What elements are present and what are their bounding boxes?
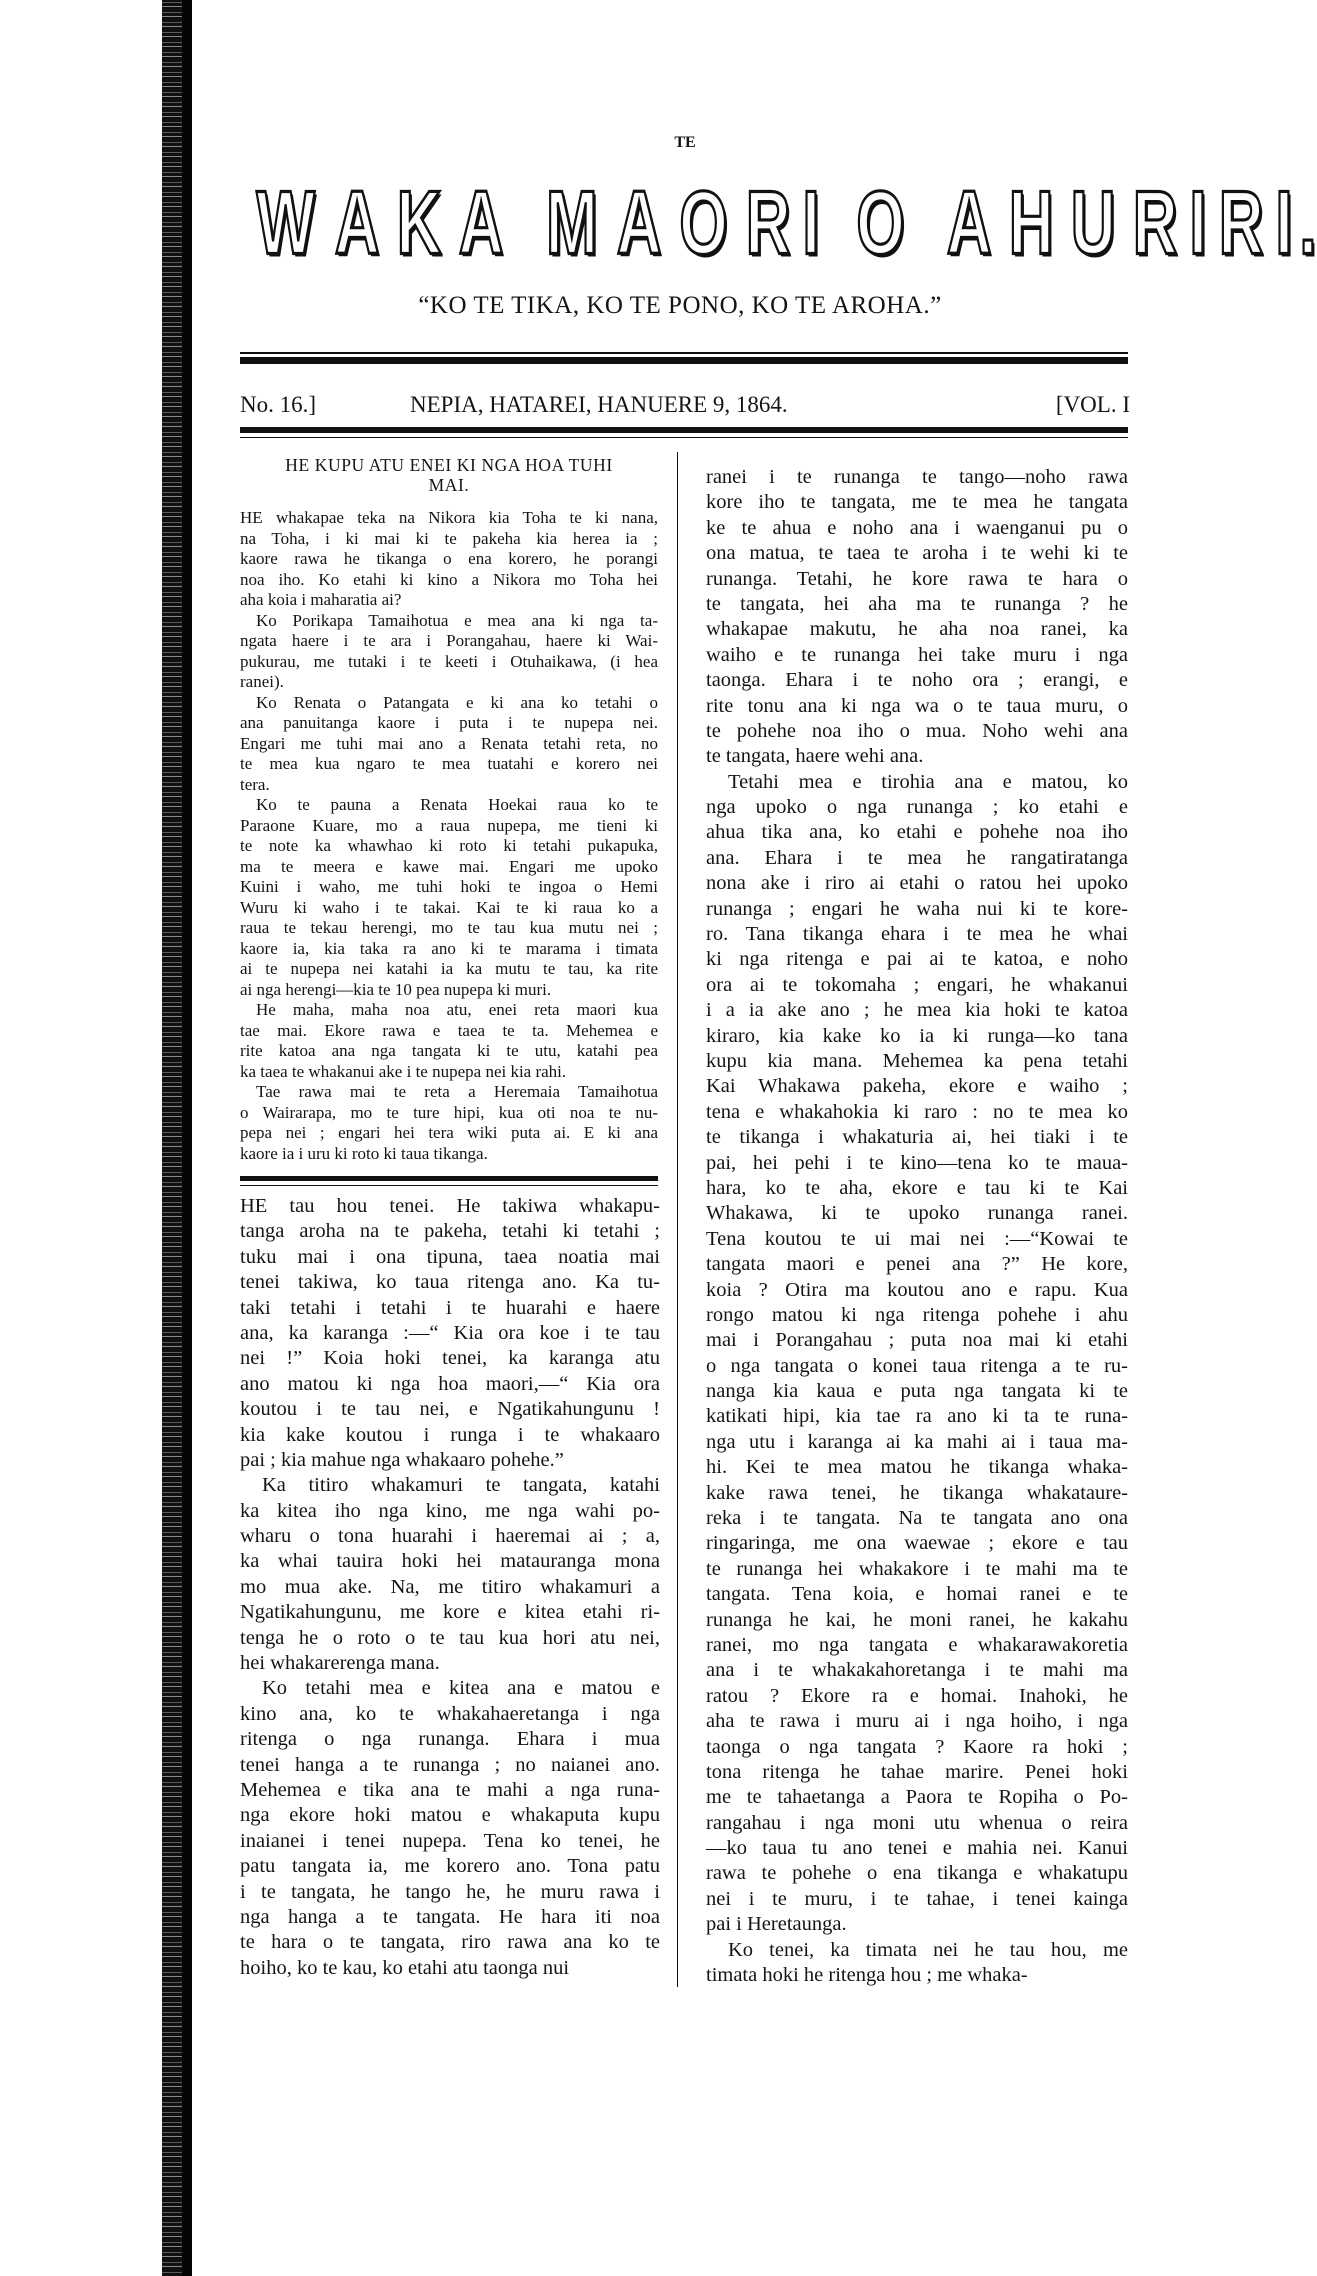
text-line: tera. (240, 774, 270, 794)
text-line: ranei). (240, 672, 284, 691)
text-line: Engari me tuhi mai ano a Renata tetahi reta, no (240, 733, 658, 753)
text-line: mo mua ake. Na, me titiro whakamuri a (240, 1575, 660, 1598)
notices-heading-line: MAI. (428, 475, 470, 495)
text-line: nona ake i riro ai etahi o ratou hei upoko (706, 872, 1128, 895)
text-line: nei i te muru, i te tahae, i tenei kainga (706, 1887, 1128, 1910)
text-line: kino ana, ko te whakahaeretanga i nga (240, 1702, 660, 1725)
text-line: noa iho. Ko etahi ki kino a Nikora mo Toha hei (240, 569, 658, 589)
text-line: mai i Porangahau ; puta noa mai ki etahi (706, 1329, 1128, 1352)
text-line: te mea kua ngaro te mea tuatahi e korero nei (240, 754, 658, 773)
text-line: runanga ; engari he waha nui ki te kore- (706, 897, 1128, 920)
text-line: rite katoa ana nga tangata ki te utu, katahi pea (240, 1041, 658, 1060)
paragraph (240, 1082, 658, 1164)
text-line: tenei hanga a te runanga ; no naianei ano. (240, 1753, 660, 1776)
text-line: Kuini i waho, me tuhi hoki te ingoa o Hemi (240, 877, 658, 896)
title-letter: O (856, 172, 905, 273)
text-line: Ko tetahi mea e kitea ana e matou e (262, 1677, 660, 1700)
notices-column (240, 508, 658, 1164)
notices-heading (240, 455, 658, 495)
text-line: hei whakarerenga mana. (240, 1652, 440, 1675)
paragraph (240, 611, 658, 693)
text-line: ratou ? Ekore ra e homai. Inahoki, he (706, 1684, 1128, 1707)
issue-number: No. 16.] (240, 392, 317, 417)
paragraph (706, 1938, 1128, 1989)
text-line: Ko te pauna a Renata Hoekai raua ko te (256, 795, 658, 814)
place-date: NEPIA, HATAREI, HANUERE 9, 1864. (410, 392, 788, 417)
text-line: kia kake koutou i runga i te whakaaro (240, 1423, 660, 1446)
text-line: ano matou ki nga hoa maori,—“ Kia ora (240, 1372, 660, 1395)
text-line: Ka titiro whakamuri te tangata, katahi (262, 1474, 660, 1497)
text-line: ma te meera e kawe mai. Engari me upoko (240, 856, 658, 876)
text-line: Ko Porikapa Tamaihotua e mea ana ki nga ta- (256, 610, 658, 630)
text-line: Ko Renata o Patangata e ki ana ko tetahi o (256, 692, 658, 712)
text-line: o Wairarapa, mo te ture hipi, kua oti noa te nu- (240, 1102, 658, 1122)
column-divider (677, 452, 678, 1987)
masthead-rule-thin (240, 352, 1128, 354)
paragraph (706, 465, 1128, 770)
text-line: taonga o nga tangata ? Kaore ra hoki ; (706, 1735, 1128, 1758)
title-letter: A (946, 172, 992, 273)
text-line: whakapae makutu, he aha noa ranei, ka (706, 618, 1128, 641)
text-line: ritenga o nga runanga. Ehara i mua (240, 1728, 660, 1751)
text-line: ranei, mo nga tangata e whakarawakoretia (706, 1633, 1128, 1656)
text-line: te tikanga i whakaturia ai, hei tiaki i te (706, 1126, 1128, 1149)
title-letter (516, 171, 533, 275)
text-line: ringaringa, me ona waewae ; ekore e tau (706, 1532, 1128, 1555)
text-line: kiraro, kia kake ko ia ki runga—ko tana (706, 1024, 1128, 1047)
volume: [VOL. I (1055, 392, 1130, 417)
text-line: Whakawa, ki te upoko runanga ranei. (706, 1202, 1128, 1225)
text-line: patu tangata ia, me korero ano. Tona patu (240, 1855, 660, 1878)
title-letter: I (802, 172, 820, 273)
text-line: pai, hei pehi i te kino—tena ko te maua- (706, 1151, 1128, 1174)
text-line: He maha, maha noa atu, enei reta maori kua (256, 1000, 658, 1019)
text-line: tona ritenga he tahae marire. Penei hoki (706, 1760, 1128, 1783)
text-line: ona matua, te taea te aroha i te wehi ki te (706, 542, 1128, 565)
paragraph (240, 1676, 660, 1981)
text-line: kaore rawa he tikanga o ena korero, he porangi (240, 549, 658, 568)
text-line: inaianei i tenei nupepa. Tena ko tenei, he (240, 1829, 660, 1852)
notices-heading-line: HE KUPU ATU ENEI KI NGA HOA TUHI (285, 455, 613, 475)
text-line: pai ; kia mahue nga whakaaro pohehe.” (240, 1448, 564, 1471)
text-line: hara, ko te aha, ekore e tau ki te Kai (706, 1176, 1128, 1199)
text-line: ana i te whakakahoretanga i te mahi ma (706, 1659, 1128, 1682)
text-line: Tetahi mea e tirohia ana e matou, ko (728, 770, 1128, 793)
text-line: ka taea te whakanui ake i te nupepa nei kia rahi. (240, 1061, 567, 1081)
text-line: waiho e te runanga hei take muru i nga (706, 643, 1128, 666)
title-letter (917, 171, 934, 275)
title-letter: K (396, 172, 442, 273)
text-line: taki tetahi i tetahi i te huarahi e haere (240, 1296, 660, 1319)
title-letter: W (256, 172, 315, 273)
text-line: pepa nei ; engari hei tera wiki puta ai. E ki ana (240, 1123, 658, 1142)
text-line: rongo matou ki nga ritenga pohehe i ahu (706, 1303, 1128, 1326)
text-line: tae mai. Ekore rawa e taea te ta. Mehemea e (240, 1020, 658, 1040)
title-letter: I (1189, 172, 1207, 273)
text-line: ai nga herengi—kia te 10 pea nupepa ki muri. (240, 979, 552, 999)
text-line: HE whakapae teka na Nikora kia Toha te ki nana, (240, 508, 658, 527)
text-line: me te tahaetanga a Paora te Ropiha o Po- (706, 1786, 1128, 1809)
text-line: Ngatikahungunu, me kore e kitea etahi ri- (240, 1601, 660, 1624)
text-line: Wuru ki waho i te takai. Kai te ki raua ko a (240, 897, 658, 917)
masthead-title (245, 172, 1317, 273)
text-line: nga upoko o nga runanga ; ko etahi e (706, 796, 1128, 819)
paragraph (240, 508, 658, 611)
masthead-motto: “KO TE TIKA, KO TE PONO, KO TE AROHA.” (418, 292, 942, 319)
text-line: nei !” Koia hoki tenei, ka karanga atu (240, 1347, 660, 1370)
title-letter: A (459, 172, 504, 273)
title-letter: M (546, 172, 599, 273)
text-line: Kai Whakawa pakeha, ekore e waiho ; (706, 1075, 1128, 1098)
text-line: ai te nupepa nei katahi ia ka mutu te tau, ka rite (240, 959, 658, 978)
paragraph (240, 693, 658, 796)
text-line: i te tangata, he tango he, he muru rawa i (240, 1880, 660, 1903)
text-line: te hara o te tangata, riro rawa ana ko te (240, 1931, 660, 1954)
text-line: nanga kia kaua e puta nga tangata ki te (706, 1380, 1128, 1403)
text-line: ro. Tana tikanga ehara i te mea he whai (706, 923, 1128, 946)
paragraph (240, 1473, 660, 1676)
masthead-rule-thick (240, 357, 1128, 364)
title-letter: A (616, 172, 662, 273)
text-line: wharu o tona huarahi i haeremai ai ; a, (240, 1525, 660, 1548)
text-line: rite tonu ana ki nga wa o te taua muru, o (706, 694, 1128, 717)
text-line: Mehemea e tika ana te mahi a nga runa- (240, 1778, 660, 1801)
text-line: ki nga ritenga e pai ai te katoa, e noho (706, 948, 1128, 971)
text-line: raua te tekau herengi, mo te tau kua mutu nei ; (240, 918, 658, 937)
paragraph (240, 1194, 660, 1473)
text-line: nga utu i karanga ai ka mahi ai i taua ma- (706, 1430, 1128, 1453)
text-line: rangahau i nga moni utu whenua o reira (706, 1811, 1128, 1834)
text-line: ana, ka karanga :—“ Kia ora koe i te tau (240, 1321, 660, 1344)
text-line: katikati hipi, kia tae ra ano ki ta te runa- (706, 1405, 1128, 1428)
paragraph (240, 1000, 658, 1082)
text-line: o nga tangata o konei taua ritenga a te ru- (706, 1354, 1128, 1377)
text-line: runanga. Tetahi, he kore rawa te hara o (706, 567, 1128, 590)
title-letter: U (1070, 172, 1116, 273)
masthead-pre-title: TE (674, 134, 696, 151)
title-letter: R (745, 172, 791, 273)
text-line: rawa te pohehe o ena tikanga e whakatupu (706, 1862, 1128, 1885)
title-letter: R (1218, 172, 1264, 273)
text-line: te note ka whawhao ki roto ki tetahi pukapuka, (240, 836, 658, 855)
dateline-rule-thick (240, 427, 1128, 433)
text-line: ora ai te tokomaha ; engari, he whakanui (706, 973, 1128, 996)
text-line: nga ekore hoki matou e whakaputa kupu (240, 1804, 660, 1827)
text-line: hoiho, ko te kau, ko etahi atu taonga nui (240, 1956, 570, 1979)
text-line: ranei i te runanga te tango—noho rawa (706, 466, 1128, 488)
text-line: Paraone Kuare, mo a raua nupepa, me tieni ki (240, 815, 658, 835)
text-line: HE tau hou tenei. He takiwa whakapu- (240, 1195, 660, 1217)
text-line: tanga aroha na te pakeha, tetahi ki tetahi ; (240, 1220, 660, 1243)
text-line: pai i Heretaunga. (706, 1913, 847, 1936)
text-line: pukurau, me tutaki i te keeti i Otuhaikawa, (i hea (240, 651, 658, 671)
title-letter: R (1132, 172, 1178, 273)
text-line: te tangata, haere wehi ana. (706, 745, 924, 768)
text-line: tangata maori e penei ana ?” He kore, (706, 1253, 1128, 1276)
dateline-rule-thin (240, 437, 1128, 438)
text-line: Ko tenei, ka timata nei he tau hou, me (728, 1938, 1128, 1961)
text-line: te runanga hei whakakore i te mahi ma te (706, 1557, 1128, 1580)
text-line: ke te ahua e noho ana i waenganui pu o (706, 516, 1128, 539)
text-line: taonga. Ehara i te noho ora ; erangi, e (706, 669, 1128, 692)
text-line: koia ? Otira ma koutou ano e rapu. Kua (706, 1278, 1128, 1301)
text-line: kupu kia mana. Mehemea ka pena tetahi (706, 1049, 1128, 1072)
text-line: hi. Kei te mea matou he tikanga whaka- (706, 1456, 1128, 1479)
editorial-left-column (240, 1194, 660, 1981)
text-line: ana panuitanga kaore i puta i te nupepa nei. (240, 713, 658, 732)
title-letter: A (334, 172, 380, 273)
text-line: timata hoki he ritenga hou ; me whaka- (706, 1964, 1028, 1987)
text-line: tena e whakahokia ki raro : no te mea ko (706, 1100, 1128, 1123)
title-letter: I (1275, 172, 1293, 273)
text-line: tuku mai i ona tipuna, taea noatia mai (240, 1245, 660, 1268)
text-line: ana. Ehara i te mea he rangatiratanga (706, 846, 1128, 869)
text-line: tenei takiwa, ko taua ritenga ano. Ka tu- (240, 1271, 660, 1294)
title-letter: . (1299, 172, 1317, 273)
text-line: runanga he kai, he moni ranei, he kakahu (706, 1608, 1128, 1631)
text-line: tenga he o roto o te tau kua hori atu nei, (240, 1626, 660, 1649)
paragraph (240, 795, 658, 1000)
text-line: nga hanga a te tangata. He hara iti noa (240, 1905, 660, 1928)
title-letter (826, 171, 843, 275)
text-line: ka whai tauira hoki hei matauranga mona (240, 1550, 660, 1573)
text-line: ngata haere i te ara i Porangahau, haere ki Wai- (240, 631, 658, 650)
dateline (240, 392, 1130, 422)
text-line: kore iho te tangata, me te mea he tangata (706, 491, 1128, 514)
text-line: na Toha, i ki mai ki te pakeha kia herea ia ; (240, 528, 658, 548)
text-line: ka kitea iho nga kino, me nga wahi po- (240, 1499, 660, 1522)
text-line: aha koia i maharatia ai? (240, 590, 402, 609)
text-line: te tangata, hei aha ma te runanga ? he (706, 592, 1128, 615)
title-letter: O (679, 172, 728, 273)
section-rule-thin (240, 1185, 658, 1186)
text-line: ahua tika ana, ko etahi e pohehe noa iho (706, 821, 1128, 844)
text-line: kake rawa tenei, he tikanga whakataure- (706, 1481, 1128, 1504)
text-line: kaore ia, kia taka ra ano ki te marama i timata (240, 938, 658, 958)
section-rule-thick (240, 1176, 658, 1181)
title-letter: H (1008, 172, 1054, 273)
text-line: Tae rawa mai te reta a Heremaia Tamaihotua (256, 1082, 658, 1101)
text-line: te pohehe noa iho o mua. Noho wehi ana (706, 719, 1128, 742)
text-line: tangata. Tena koia, e homai ranei e te (706, 1583, 1128, 1606)
paragraph (706, 770, 1128, 1938)
text-line: kaore ia i uru ki roto ki taua tikanga. (240, 1143, 488, 1163)
text-line: i a ia ake ano ; he mea kia hoki te katoa (706, 999, 1128, 1022)
text-line: Tena koutou te ui mai nei :—“Kowai te (706, 1227, 1128, 1250)
text-line: —ko taua tu ano tenei e mahia nei. Kanui (706, 1837, 1128, 1860)
text-line: koutou i te tau nei, e Ngatikahungunu ! (240, 1398, 660, 1421)
text-line: aha te rawa i muru ai i nga hoiho, i nga (706, 1710, 1128, 1733)
editorial-right-column (706, 465, 1128, 1988)
binding-edge (162, 0, 192, 2276)
text-line: reka i te tangata. Na te tangata ano ona (706, 1507, 1128, 1530)
